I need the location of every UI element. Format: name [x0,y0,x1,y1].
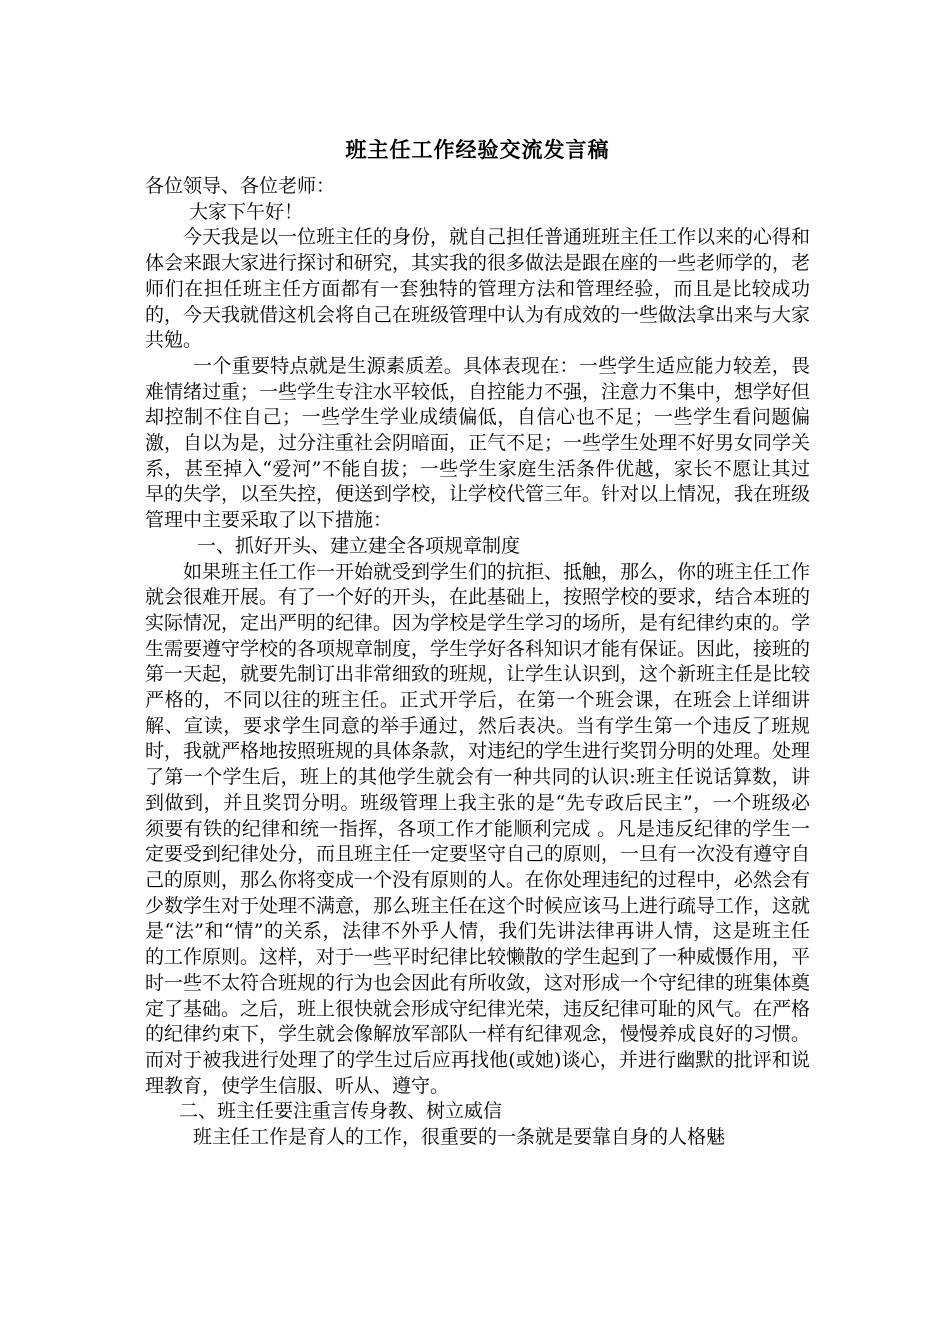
salutation: 各位领导、各位老师： [145,175,336,197]
document-page [145,132,810,1151]
document-title: 班主任工作经验交流发言稿 [345,137,610,162]
section-heading-2: 二、班主任要注重言传身教、树立威信 [179,1100,503,1123]
paragraph-intro: 今天我是以一位班主任的身份，就自己担任普通班班主任工作以来的心得和体会来跟大家进行探讨和研究，其实我的很多做法是跟在座的一些老师学的，老师们在担任班主任方面都有一套独特的管理方法和管理经验，而且是比较成功的，今天我就借这机会将自己在班级管理中认为有成效的一些做法拿出来与大家共勉。 [145,226,811,352]
paragraph-student-traits: 一个重要特点就是生源素质差。具体表现在：一些学生适应能力较差，畏难情绪过重；一些学生专注水平较低，自控能力不强，注意力不集中，想学好但却控制不住自己；一些学生学业成绩偏低，自信心也不足；一些学生看问题偏激，自以为是，过分注重社会阴暗面，正气不足；一些学生处理不好男女同学关系，甚至掉入“爱河”不能自拔；一些学生家庭生活条件优越，家长不愿让其过早的失学，以至失控，便送到学校，让学校代管三年。针对以上情况，我在班级管理中主要采取了以下措施： [145,354,811,532]
greeting: 大家下午好！ [189,200,304,223]
section-heading-1: 一、抓好开头、建立建全各项规章制度 [197,534,521,557]
paragraph-role-model: 班主任工作是育人的工作，很重要的一条就是要靠自身的人格魅 [193,1126,726,1149]
paragraph-rules: 如果班主任工作一开始就受到学生们的抗拒、抵触，那么，你的班主任工作就会很难开展。有了一个好的开头，在此基础上，按照学校的要求，结合本班的实际情况，定出严明的纪律。因为学校是学生学习的场所，是有纪律约束的。学生需要遵守学校的各项规章制度，学生学好各科知识才能有保证。因此，接班的第一天起，就要先制订出非常细致的班规，让学生认识到，这个新班主任是比较严格的，不同以往的班主任。正式开学后，在第一个班会课，在班会上详细讲解、宣读，要求学生同意的举手通过，然后表决。当有学生第一个违反了班规时，我就严格地按照班规的具体条款，对违纪的学生进行奖罚分明的处理。处理了第一个学生后，班上的其他学生就会有一种共同的认识:班主任说话算数，讲到做到，并且奖罚分明。班级管理上我主张的是“先专政后民主”，一个班级必须要有铁的纪律和统一指挥，各项工作才能顺利完成 。凡是违反纪律的学生一定要受到纪律处分，而且班主任一定要坚守自己的原则，一旦有一次没有遵守自己的原则，那么你将变成一个没有原则的人。在你处理违纪的过程中，必然会有少数学生对于处理不满意，那么班主任在这个时候应该马上进行疏导工作，这就是“法”和“情”的关系，法律不外乎人情，我们先讲法律再讲人情，这是班主任的工作原则。这样，对于一些平时纪律比较懒散的学生起到了一种威慑作用，平时一些不太符合班规的行为也会因此有所收敛，这对形成一个守纪律的班集体奠定了基础。之后，班上很快就会形成守纪律光荣，违反纪律可耻的风气。在严格的纪律约束下，学生就会像解放军部队一样有纪律观念，慢慢养成良好的习惯。而对于被我进行处理了的学生过后应再找他(或她)谈心，并进行幽默的批评和说理教育，使学生信服、听从、遵守。 [145,560,811,1097]
document-body [145,174,810,1151]
